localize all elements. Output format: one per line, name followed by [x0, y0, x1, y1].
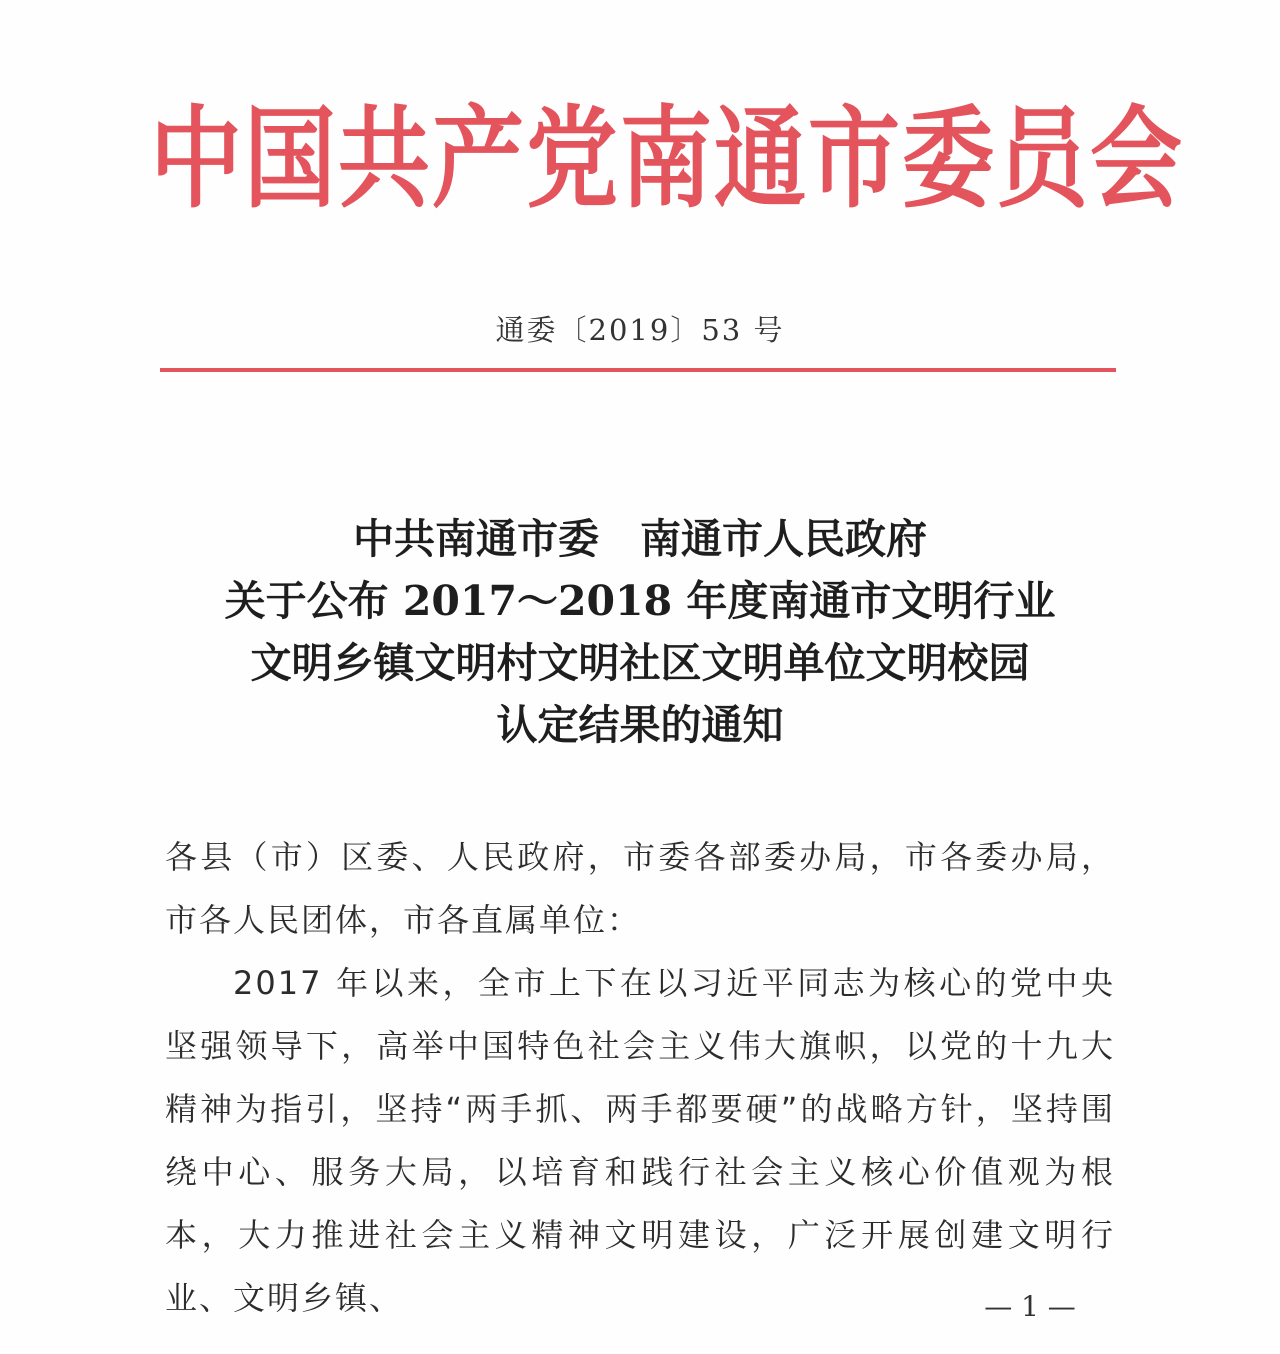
red-masthead: 中国共产党南通市委员会: [150, 95, 1185, 224]
addressee-paragraph: 各县（市）区委、人民政府，市委各部委办局，市各委办局，市各人民团体，市各直属单位：: [165, 838, 1115, 939]
page-number: — 1 —: [984, 1290, 1076, 1323]
document-title: [120, 508, 1160, 756]
document-number: 通委〔2019〕53 号: [495, 313, 785, 347]
title-line: 关于公布 2017～2018 年度南通市文明行业: [224, 577, 1056, 625]
title-line: 文明乡镇文明村文明社区文明单位文明校园: [250, 639, 1030, 687]
title-line: 中共南通市委 南通市人民政府: [353, 515, 927, 563]
title-line: 认定结果的通知: [496, 701, 784, 749]
document-body: [165, 826, 1115, 1330]
body-paragraph: 2017 年以来，全市上下在以习近平同志为核心的党中央坚强领导下，高举中国特色社会主义伟大旗帜，以党的十九大精神为指引，坚持“两手抓、两手都要硬”的战略方针，坚持围绕中心、服务大局，以培育和践行社会主义核心价值观为根本，大力推进社会主义精神文明建设，广泛开展创建文明行业、文明乡镇、: [165, 964, 1115, 1317]
red-divider-line: [160, 368, 1116, 372]
